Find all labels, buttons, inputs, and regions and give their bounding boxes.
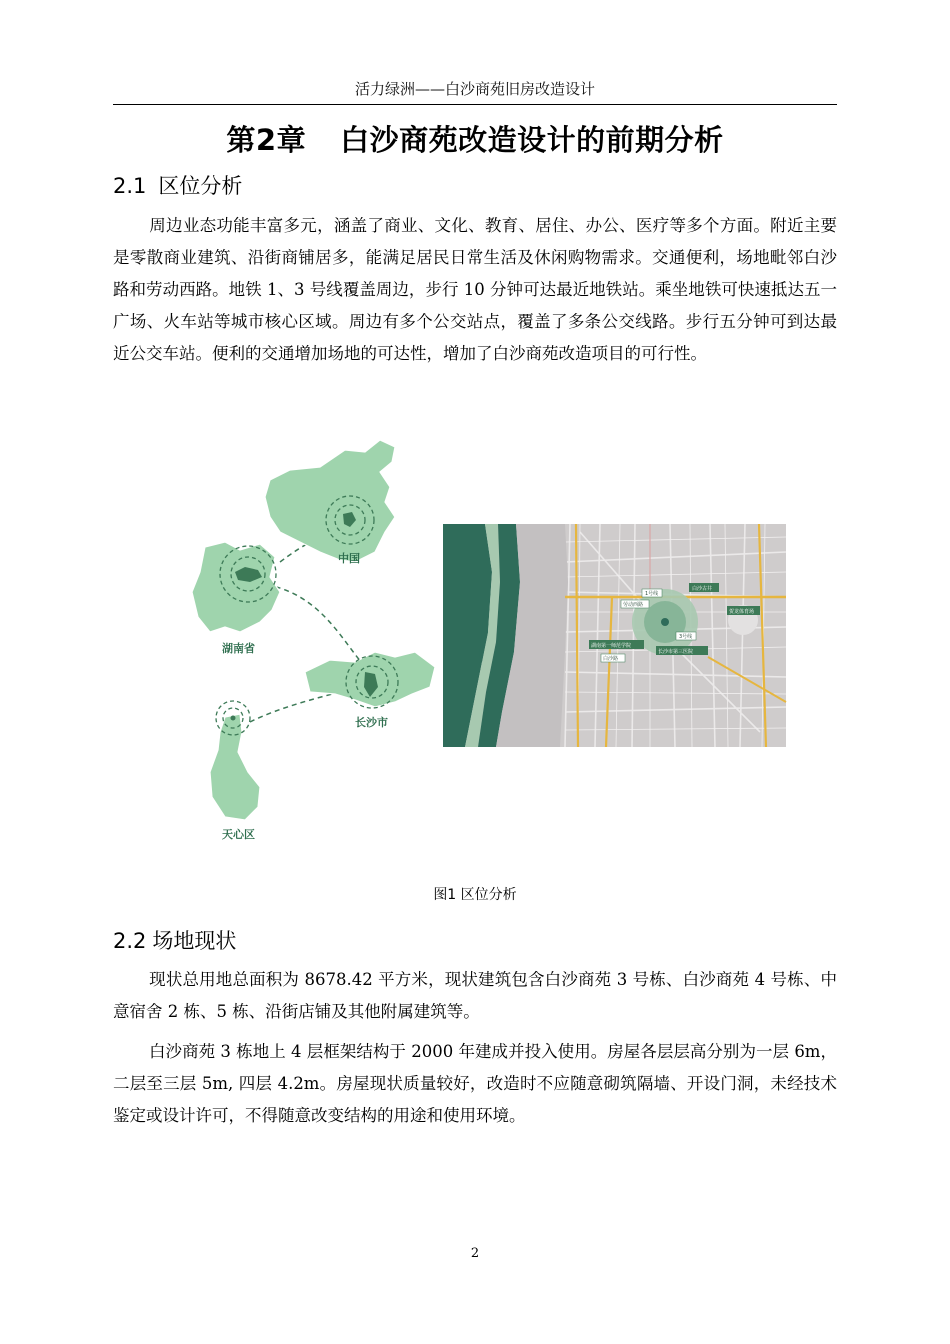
section-2-2-paragraph-2 (113, 1036, 837, 1132)
poi-line3: 3号线 (679, 634, 693, 640)
section-2-1-paragraph (113, 210, 837, 370)
poi-baisha-road: 白沙路 (603, 656, 619, 662)
header-rule (113, 104, 837, 105)
section-title: 场地现状 (152, 929, 237, 953)
poi-normal-university: 湖南第一师范学院 (591, 643, 632, 649)
chapter-number: 第2章 (226, 123, 307, 157)
section-number: 2.2 (113, 929, 147, 953)
section-number: 2.1 (113, 174, 147, 198)
poi-third-hospital: 长沙市第三医院 (658, 649, 694, 655)
label-changsha: 长沙市 (355, 716, 388, 729)
label-china: 中国 (338, 552, 360, 565)
label-hunan: 湖南省 (222, 642, 255, 655)
changsha-map (305, 652, 435, 729)
section-2-2-paragraph-1 (113, 964, 837, 1028)
paragraph-text: 周边业态功能丰富多元，涵盖了商业、文化、教育、居住、办公、医疗等多个方面。附近主要是零散商业建筑、沿街商铺居多，能满足居民日常生活及休闲购物需求。交通便利，场地毗邻白沙路和劳动西路。地铁 1、3 号线覆盖周边，步行 10 分钟可达最近地铁站。乘坐地铁可快速抵达五一广场、火车站等城市核心区域。周边有多个公交站点，覆盖了多条公交线路。步行五分钟可到达最近公交车站。便利的交通增加场地的可达性，增加了白沙商苑改造项目的可行性。 (113, 216, 837, 363)
hunan-map (192, 542, 280, 655)
chapter-title (113, 118, 837, 159)
section-title: 区位分析 (158, 174, 243, 198)
poi-baisha-well: 白沙古井 (692, 586, 713, 592)
paragraph-text: 白沙商苑 3 栋地上 4 层框架结构于 2000 年建成并投入使用。房屋各层层高分别为一层 6m，二层至三层 5m, 四层 4.2m。房屋现状质量较好，改造时不应随意砌筑隔墙、开设门洞，未经技术鉴定或设计许可，不得随意改变结构的用途和使用环境。 (113, 1042, 837, 1125)
running-header: 活力绿洲——白沙商苑旧房改造设计 (354, 80, 595, 98)
figure-caption: 图1 区位分析 (433, 887, 517, 903)
label-tianxin: 天心区 (222, 828, 255, 841)
page-number: 2 (470, 1246, 480, 1261)
section-heading-2-2 (113, 925, 236, 955)
chapter-heading: 白沙商苑改造设计的前期分析 (340, 123, 724, 157)
paragraph-text: 现状总用地总面积为 8678.42 平方米，现状建筑包含白沙商苑 3 号栋、白沙商苑 4 号栋、中意宿舍 2 栋、5 栋、沿街店铺及其他附属建筑等。 (113, 970, 837, 1021)
section-heading-2-1 (113, 170, 242, 200)
china-map (265, 440, 395, 565)
tianxin-map (210, 701, 260, 841)
poi-helong-stadium: 贺龙体育场 (729, 609, 755, 615)
location-analysis-figure (180, 432, 790, 852)
poi-line1: 1号线 (645, 591, 659, 597)
poi-laodong-road: 劳动西路 (623, 602, 644, 608)
site-map (443, 524, 786, 747)
